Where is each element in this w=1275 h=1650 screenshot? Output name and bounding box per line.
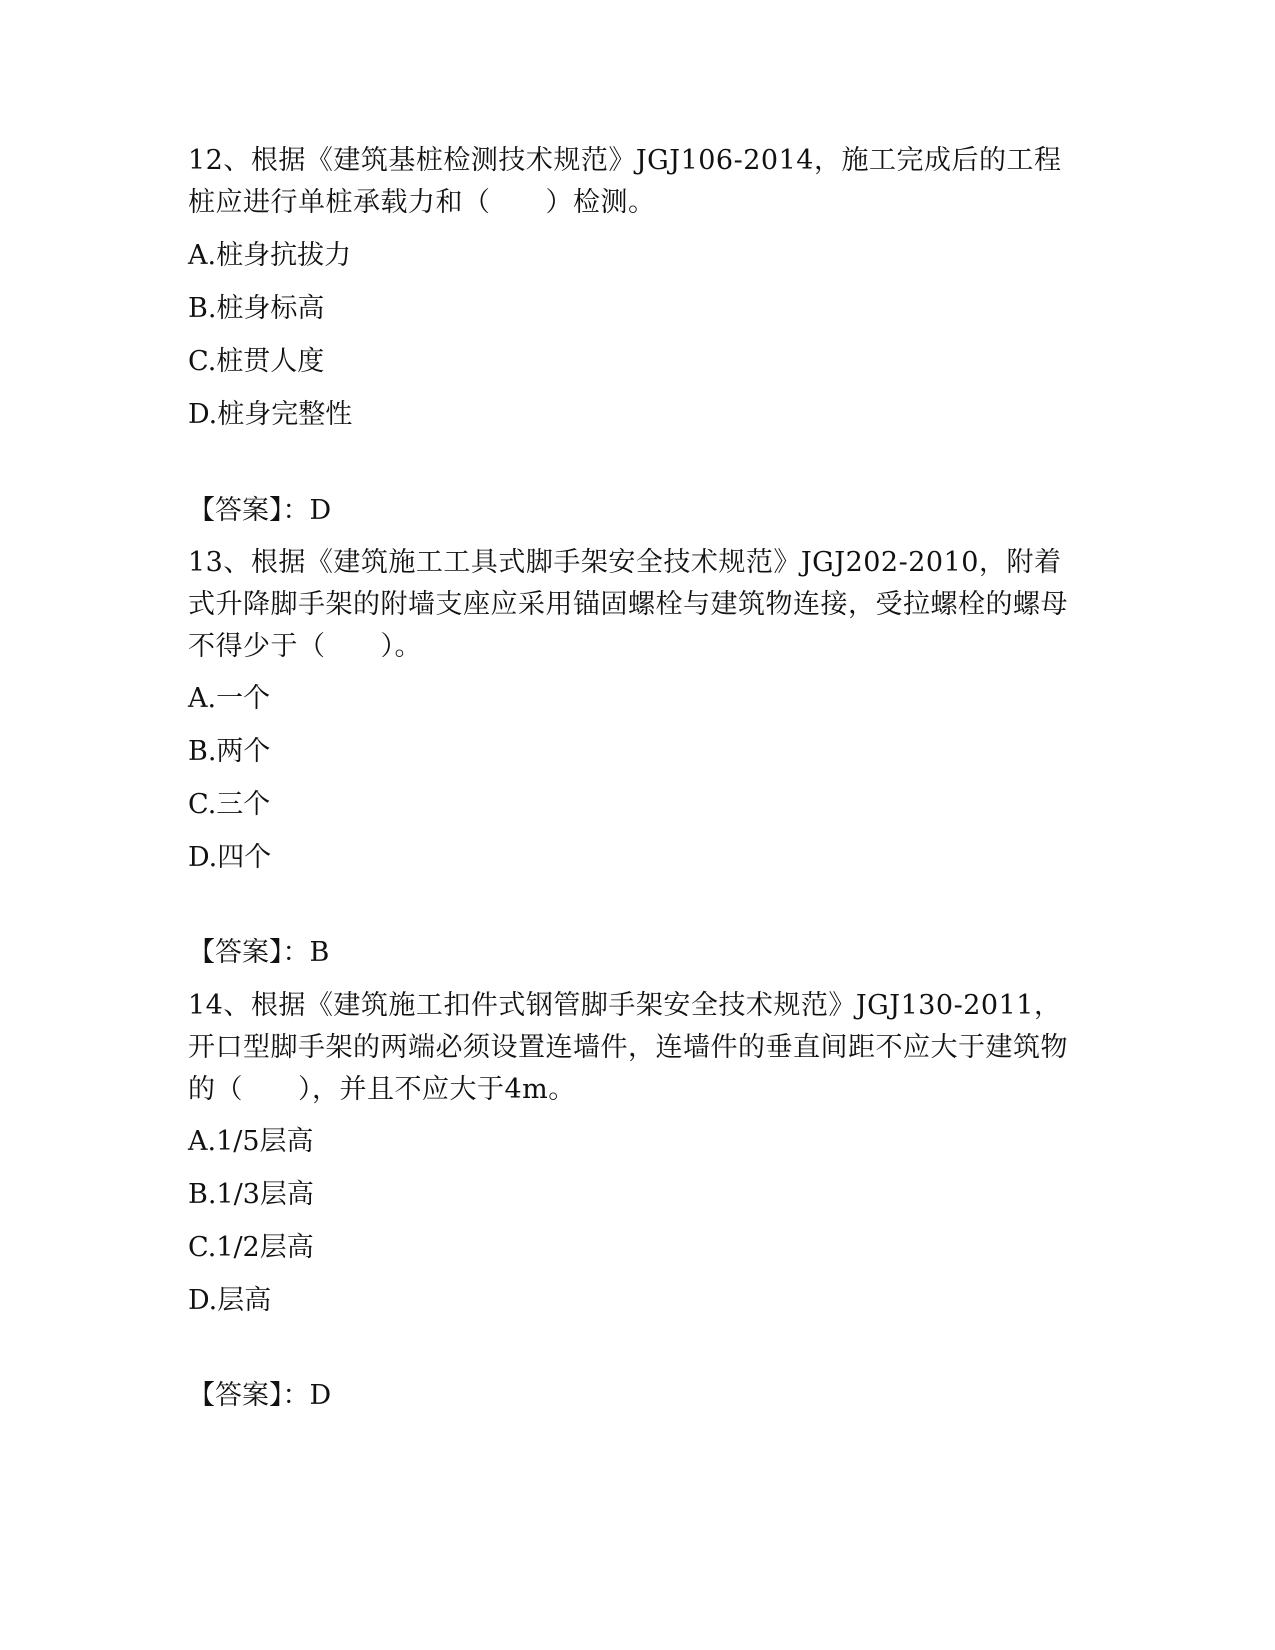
- question-12-options: [188, 341, 1078, 383]
- option-c: C.三个: [188, 789, 271, 820]
- option-d: D.层高: [188, 1285, 272, 1316]
- option-a: A.一个: [188, 683, 271, 714]
- question-13-options: [188, 678, 1078, 720]
- option-b: B.1/3层高: [188, 1179, 314, 1210]
- question-14-options: [188, 1280, 1078, 1322]
- answer-line: 【答案】：B: [188, 937, 330, 968]
- question-13: [188, 542, 1078, 668]
- option-d: D.桩身完整性: [188, 399, 353, 430]
- question-13-options: [188, 837, 1078, 879]
- answer-line: 【答案】：D: [188, 1380, 332, 1411]
- question-12-options: [188, 235, 1078, 277]
- question-12-options: [188, 288, 1078, 330]
- question-14-options: [188, 1227, 1078, 1269]
- question-14-options: [188, 1174, 1078, 1216]
- question-14-options: [188, 1121, 1078, 1163]
- option-a: A.1/5层高: [188, 1126, 314, 1157]
- question-12-options: [188, 394, 1078, 436]
- option-b: B.桩身标高: [188, 293, 325, 324]
- question-stem: 12、根据《建筑基桩检测技术规范》JGJ106-2014，施工完成后的工程桩应进行单桩承载力和（ ）检测。: [188, 145, 1062, 218]
- answer-line: 【答案】：D: [188, 495, 332, 526]
- question-stem: 14、根据《建筑施工扣件式钢管脚手架安全技术规范》JGJ130-2011，开口型脚手架的两端必须设置连墙件，连墙件的垂直间距不应大于建筑物的（ ），并且不应大于4m。: [188, 990, 1068, 1105]
- question-13-options: [188, 731, 1078, 773]
- option-c: C.1/2层高: [188, 1232, 314, 1263]
- option-b: B.两个: [188, 736, 271, 767]
- option-c: C.桩贯人度: [188, 346, 325, 377]
- option-a: A.桩身抗拔力: [188, 240, 352, 271]
- question-stem: 13、根据《建筑施工工具式脚手架安全技术规范》JGJ202-2010，附着式升降脚手架的附墙支座应采用锚固螺栓与建筑物连接，受拉螺栓的螺母不得少于（ ）。: [188, 547, 1068, 662]
- question-12: [188, 140, 1078, 224]
- option-d: D.四个: [188, 842, 272, 873]
- question-13-options: [188, 784, 1078, 826]
- question-14: [188, 985, 1078, 1111]
